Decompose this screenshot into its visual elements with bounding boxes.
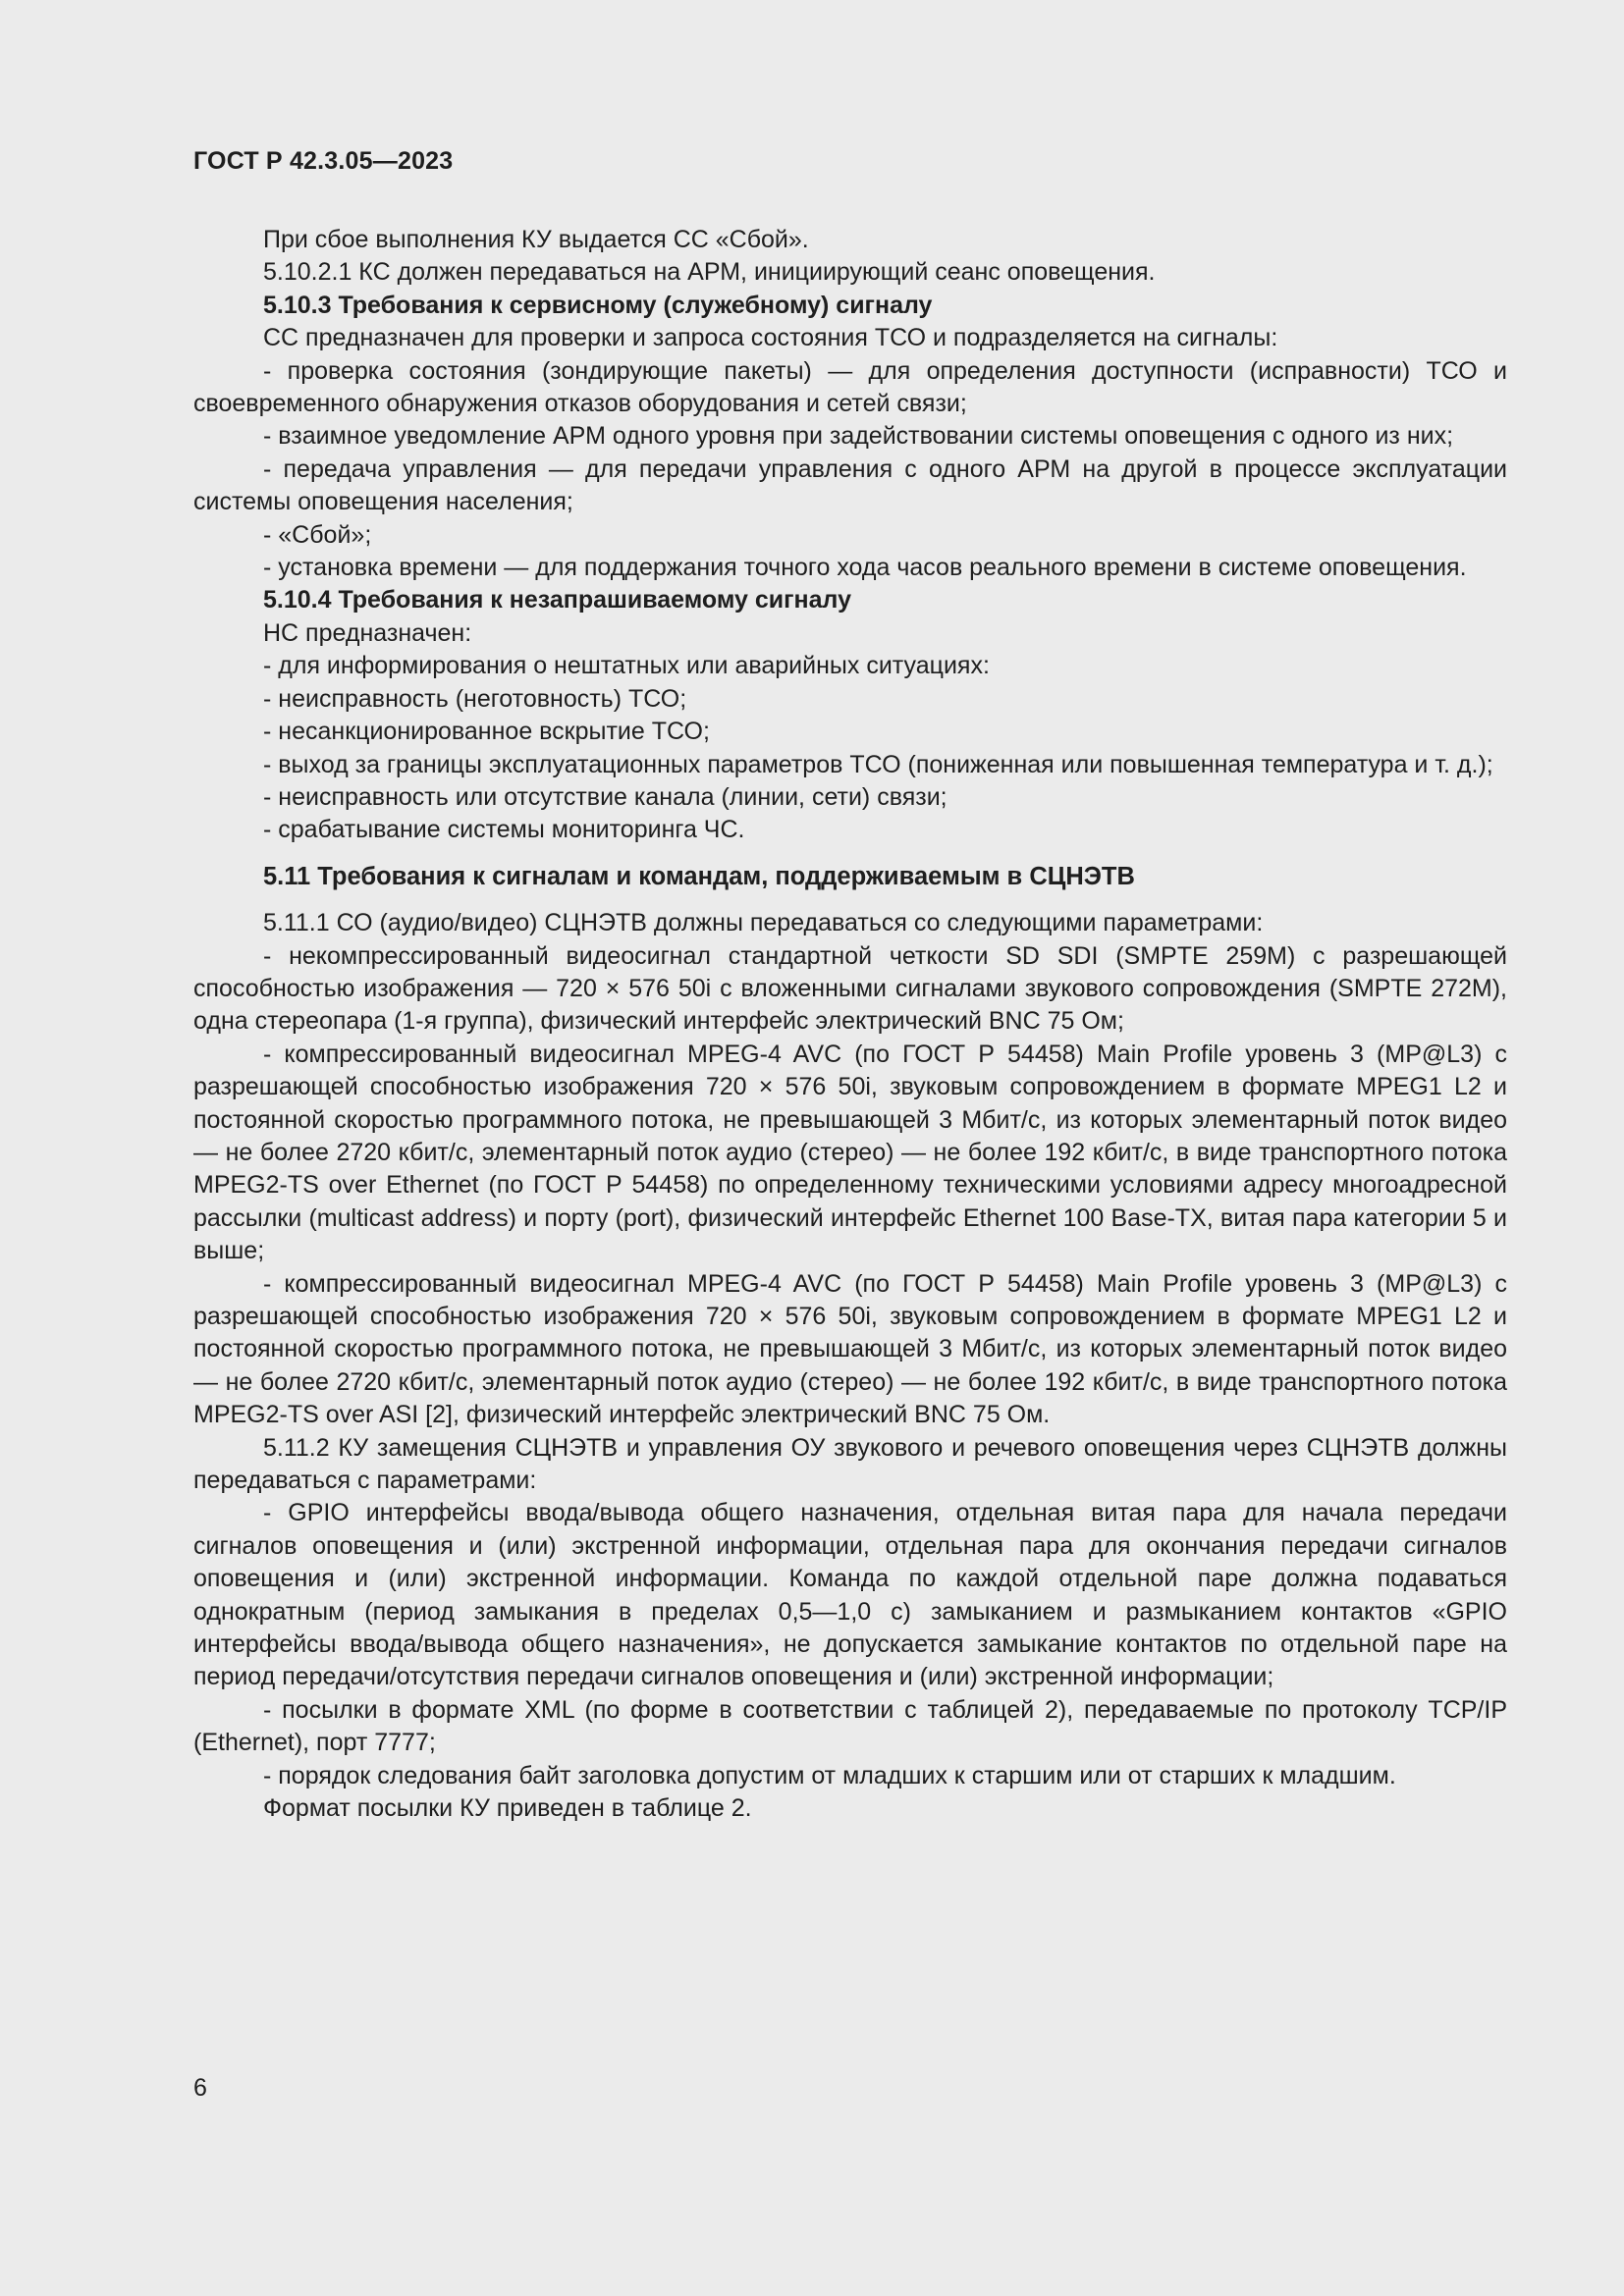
paragraph: 5.11.2 КУ замещения СЦНЭТВ и управления ОУ звукового и речевого оповещения через СЦНЭТВ должны передаваться с параметрами: <box>193 1433 1507 1495</box>
paragraph: Формат посылки КУ приведен в таблице 2. <box>263 1794 752 1823</box>
list-item: - для информирования о нештатных или аварийных ситуациях: <box>263 652 990 680</box>
list-item: - выход за границы эксплуатационных параметров ТСО (пониженная или повышенная температура и т. д.); <box>263 750 1493 778</box>
list-item: - компрессированный видеосигнал MPEG-4 AVC (по ГОСТ Р 54458) Main Profile уровень 3 (MP@L3) с разрешающей способностью изображения 720 × 576 50i, звуковым сопровождением в формате MPEG1 L2 и постоянной скоростью программного потока, не превышающей 3 Мбит/с, из которых элементарный поток видео — не более 2720 кбит/с, элементарный поток аудио (стерео) — не более 192 кбит/с, в виде транспортного потока MPEG2-TS over Ethernet (по ГОСТ Р 54458) по определенному техническими условиями адресу многоадресной рассылки (multicast address) и порту (port), физический интерфейс Ethernet 100 Base-TX, витая пара категории 5 и выше; <box>193 1040 1507 1265</box>
list-item: - несанкционированное вскрытие ТСО; <box>263 718 710 746</box>
page-number: 6 <box>193 2074 207 2102</box>
list-item: - взаимное уведомление АРМ одного уровня при задействовании системы оповещения с одного из них; <box>263 422 1454 451</box>
list-item: - проверка состояния (зондирующие пакеты) — для определения доступности (исправности) ТСО и своевременного обнаружения отказов оборудования и сетей связи; <box>193 356 1507 418</box>
document-code-header: ГОСТ Р 42.3.05—2023 <box>193 147 454 175</box>
list-item: - компрессированный видеосигнал MPEG-4 AVC (по ГОСТ Р 54458) Main Profile уровень 3 (MP@L3) с разрешающей способностью изображения 720 × 576 50i, звуковым сопровождением в формате MPEG1 L2 и постоянной скоростью программного потока, не превышающей 3 Мбит/с, из которых элементарный поток видео — не более 2720 кбит/с, элементарный поток аудио (стерео) — не более 192 кбит/с, в виде транспортного потока MPEG2-TS over ASI [2], физический интерфейс электрический BNC 75 Ом. <box>193 1269 1507 1429</box>
list-item: - «Сбой»; <box>263 520 372 549</box>
section-title: 5.11 Требования к сигналам и командам, поддерживаемым в СЦНЭТВ <box>263 862 1135 890</box>
list-item: - некомпрессированный видеосигнал стандартной четкости SD SDI (SMPTE 259M) с разрешающей способностью изображения — 720 × 576 50i с вложенными сигналами звукового сопровождения (SMPTE 272M), одна стереопара (1-я группа), физический интерфейс электрический BNC 75 Ом; <box>193 941 1507 1036</box>
section-heading: 5.10.3 Требования к сервисному (служебному) сигналу <box>263 291 933 319</box>
list-item: - порядок следования байт заголовка допустим от младших к старшим или от старших к младшим. <box>263 1761 1396 1789</box>
list-item: - установка времени — для поддержания точного хода часов реального времени в системе оповещения. <box>263 554 1467 582</box>
paragraph: 5.11.1 СО (аудио/видео) СЦНЭТВ должны передаваться со следующими параметрами: <box>263 909 1264 937</box>
list-item: - неисправность (неготовность) ТСО; <box>263 684 687 713</box>
document-body <box>193 224 1507 1826</box>
list-item: - передача управления — для передачи управления с одного АРМ на другой в процессе эксплуатации системы оповещения населения; <box>193 454 1507 516</box>
paragraph: 5.10.2.1 КС должен передаваться на АРМ, инициирующий сеанс оповещения. <box>263 258 1156 287</box>
section-heading: 5.10.4 Требования к незапрашиваемому сигналу <box>263 586 851 614</box>
paragraph: НС предназначен: <box>263 618 472 647</box>
paragraph: При сбое выполнения КУ выдается СС «Сбой». <box>263 226 809 253</box>
list-item: - посылки в формате XML (по форме в соответствии с таблицей 2), передаваемые по протоколу TCP/IP (Ethernet), порт 7777; <box>193 1695 1507 1757</box>
list-item: - срабатывание системы мониторинга ЧС. <box>263 816 745 844</box>
paragraph: СС предназначен для проверки и запроса состояния ТСО и подразделяется на сигналы: <box>263 324 1278 352</box>
list-item: - неисправность или отсутствие канала (линии, сети) связи; <box>263 782 947 811</box>
list-item: - GPIO интерфейсы ввода/вывода общего назначения, отдельная витая пара для начала передачи сигналов оповещения и (или) экстренной информации, отдельная пара для окончания передачи сигналов оповещения и (или) экстренной информации. Команда по каждой отдельной паре должна подаваться однократным (период замыкания в пределах 0,5—1,0 с) замыканием и размыканием контактов «GPIO интерфейсы ввода/вывода общего назначения», не допускается замыкание контактов по отдельной паре на период передачи/отсутствия передачи сигналов оповещения и (или) экстренной информации; <box>193 1499 1507 1691</box>
